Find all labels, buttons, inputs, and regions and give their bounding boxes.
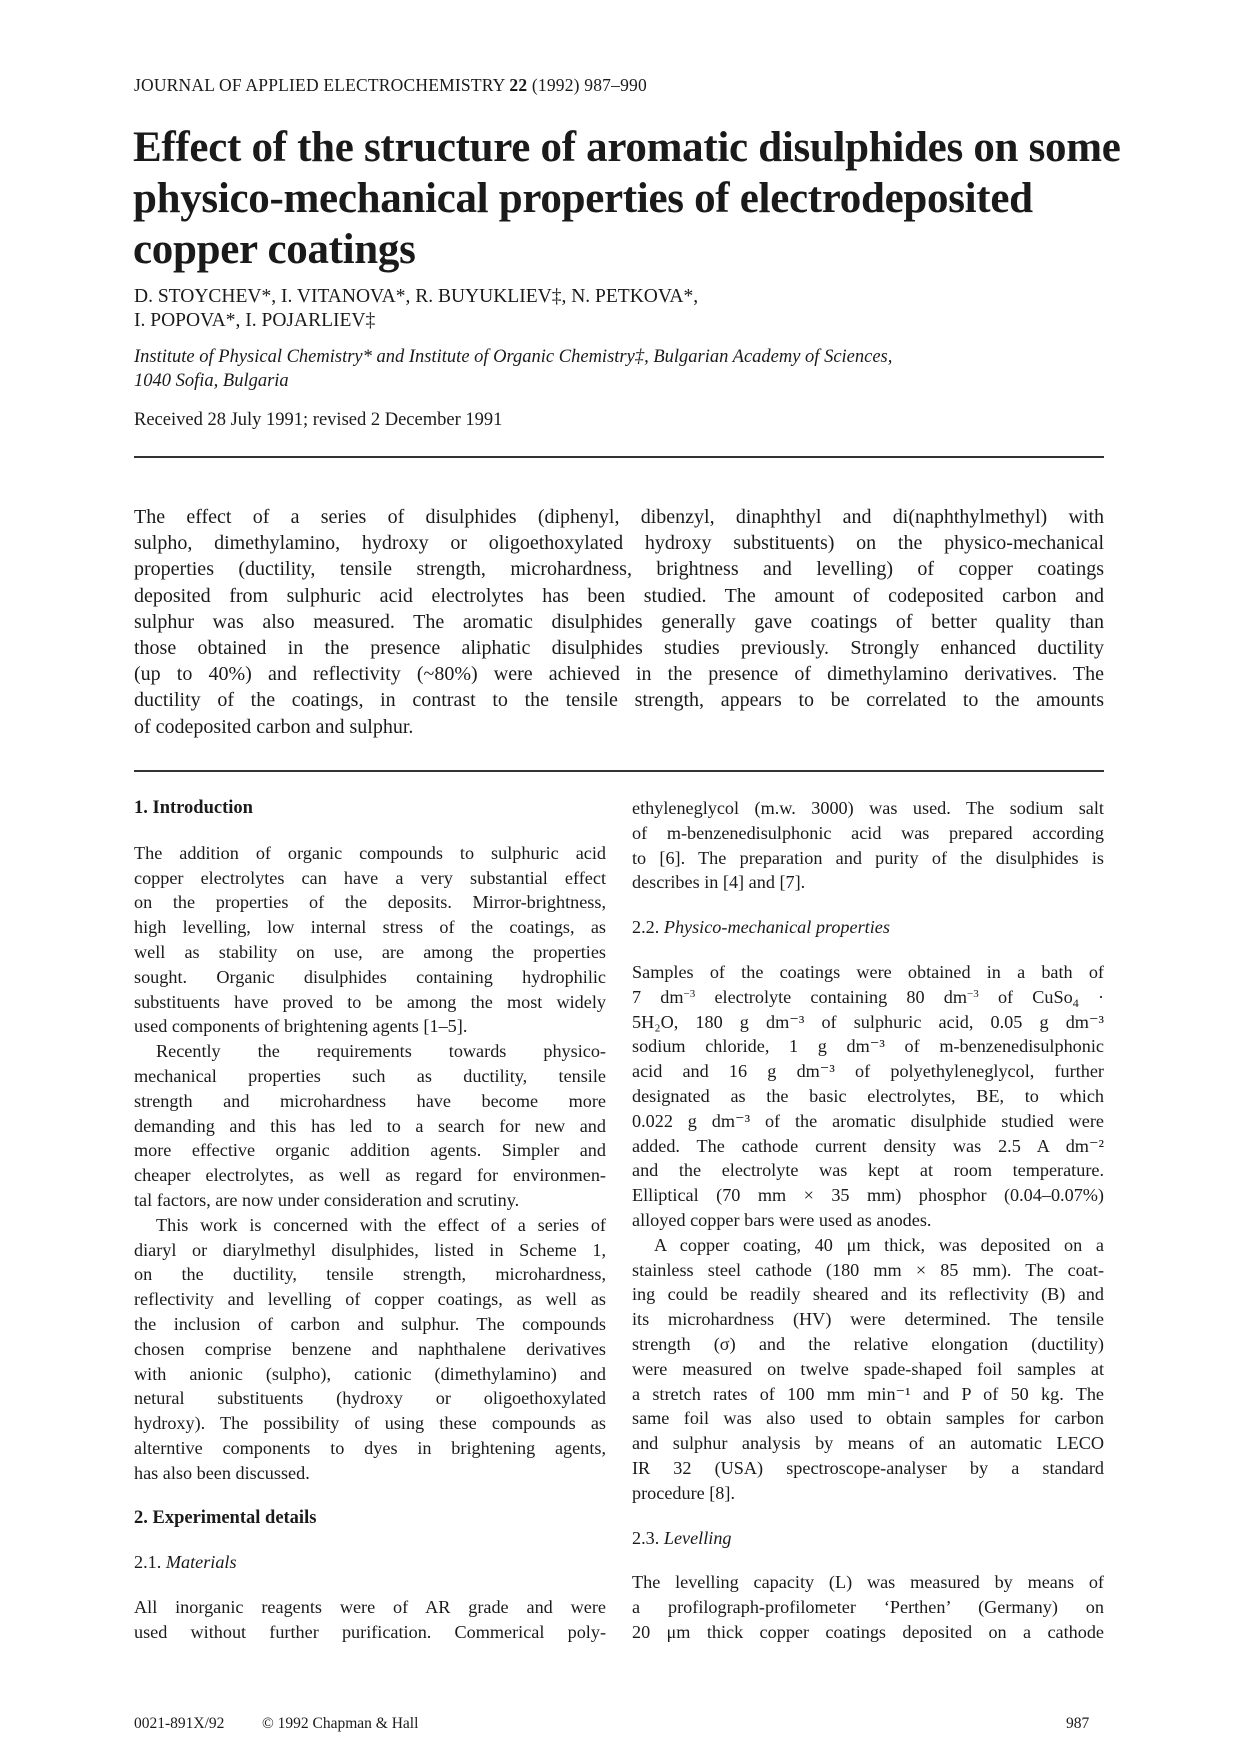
abstract-line: The effect of a series of disulphides (diphenyl, dibenzyl, dinaphthyl and di(naphthylmethyl) with bbox=[134, 506, 1104, 528]
text-line: hydroxy). The possibility of using these compounds as bbox=[134, 1413, 606, 1434]
text-line: ethyleneglycol (m.w. 3000) was used. The sodium salt bbox=[632, 798, 1104, 818]
text-line: Recently the requirements towards physico- bbox=[156, 1041, 606, 1062]
text-line: added. The cathode current density was 2.5 A dm⁻² bbox=[632, 1135, 1104, 1156]
subsection-number: 2.3. bbox=[632, 1527, 664, 1548]
text-line: and the electrolyte was kept at room temperature. bbox=[632, 1160, 1104, 1181]
text-line bbox=[632, 985, 1104, 1010]
subsection-title: Levelling bbox=[663, 1527, 732, 1548]
text-line: the inclusion of carbon and sulphur. The compounds bbox=[134, 1313, 606, 1334]
text-line: well as stability on use, are among the properties bbox=[134, 941, 606, 962]
intro-paragraph-1 bbox=[134, 841, 606, 1039]
abstract-line: (up to 40%) and reflectivity (~80%) were achieved in the presence of dimethylamino derivatives. The bbox=[134, 663, 1104, 686]
text-line: on the properties of the deposits. Mirror-brightness, bbox=[134, 892, 606, 913]
text-line: its microhardness (HV) were determined. The tensile bbox=[632, 1309, 1104, 1330]
text-line: of m-benzenedisulphonic acid was prepared according bbox=[632, 822, 1104, 843]
author-line: D. STOYCHEV*, I. VITANOVA*, R. BUYUKLIEV‡, N. PETKOVA*, bbox=[134, 286, 699, 307]
text-line: 20 μm thick copper coatings deposited on a cathode bbox=[632, 1621, 1104, 1642]
title-line: Effect of the structure of aromatic disulphides on some bbox=[133, 124, 1121, 171]
text-line: acid and 16 g dm⁻³ of polyethyleneglycol, further bbox=[632, 1061, 1104, 1082]
abstract-line: those obtained in the presence aliphatic disulphides studies previously. Strongly enhanced ductility bbox=[134, 637, 1104, 660]
physico-mechanical-paragraph-1 bbox=[632, 960, 1104, 1233]
text-line: demanding and this has led to a search for new and bbox=[134, 1115, 606, 1136]
levelling-paragraph bbox=[632, 1570, 1104, 1644]
text-line: The addition of organic compounds to sulphuric acid bbox=[134, 842, 606, 863]
abstract-bottom-rule bbox=[134, 770, 1104, 772]
text-line: netural substituents (hydroxy or oligoethoxylated bbox=[134, 1388, 606, 1409]
subsection-heading-materials bbox=[134, 1550, 606, 1575]
text-line: This work is concerned with the effect of a series of bbox=[156, 1214, 606, 1235]
subsection-heading-levelling bbox=[632, 1526, 1104, 1551]
text-line: substituents have proved to be among the most widely bbox=[134, 991, 606, 1012]
text-line: a profilograph-profilometer ‘Perthen’ (Germany) on bbox=[632, 1597, 1104, 1618]
abstract-line: sulpho, dimethylamino, hydroxy or oligoethoxylated hydroxy substituents) on the physico-mechanical bbox=[134, 532, 1104, 555]
physico-mechanical-paragraph-2 bbox=[632, 1233, 1104, 1506]
received-dates: Received 28 July 1991; revised 2 December 1991 bbox=[134, 410, 503, 430]
text-line: 5H₂O, 180 g dm⁻³ of sulphuric acid, 0.05 g dm⁻³ bbox=[632, 1011, 1104, 1032]
text-line: on the ductility, tensile strength, microhardness, bbox=[134, 1264, 606, 1285]
text-line: chosen comprise benzene and naphthalene derivatives bbox=[134, 1338, 606, 1359]
text-line: sodium chloride, 1 g dm⁻³ of m-benzenedisulphonic bbox=[632, 1036, 1104, 1057]
article-title bbox=[133, 122, 1133, 275]
text-line: sought. Organic disulphides containing hydrophilic bbox=[134, 966, 606, 987]
text-line: A copper coating, 40 μm thick, was deposited on a bbox=[654, 1234, 1104, 1255]
subsection-number: 2.1. bbox=[134, 1552, 166, 1573]
text-line: used without further purification. Commerical poly- bbox=[134, 1621, 606, 1642]
right-column bbox=[632, 796, 1104, 1645]
author-line: I. POPOVA*, I. POJARLIEV‡ bbox=[134, 310, 376, 331]
footer-issn: 0021-891X/92 bbox=[134, 1715, 225, 1732]
intro-paragraph-3 bbox=[134, 1213, 606, 1486]
affiliation bbox=[134, 345, 892, 393]
text-line: same foil was also used to obtain samples for carbon bbox=[632, 1408, 1104, 1429]
abstract-line: deposited from sulphuric acid electrolytes has been studied. The amount of codeposited carbon and bbox=[134, 584, 1104, 607]
text-line: and sulphur analysis by means of an automatic LECO bbox=[632, 1433, 1104, 1454]
page-number: 987 bbox=[1066, 1715, 1090, 1732]
journal-volume: 22 bbox=[509, 75, 528, 95]
text-line: cheaper electrolytes, as well as regard for environmen- bbox=[134, 1165, 606, 1186]
text-line: strength and microhardness have become more bbox=[134, 1090, 606, 1111]
text-line: describes in [4] and [7]. bbox=[632, 872, 806, 893]
text-line: tal factors, are now under consideration and scrutiny. bbox=[134, 1189, 520, 1210]
text-line: alloyed copper bars were used as anodes. bbox=[632, 1209, 932, 1230]
text-line: copper electrolytes can have a very substantial effect bbox=[134, 867, 606, 888]
subscript: 4 bbox=[1072, 995, 1079, 1010]
text-line: with anionic (sulpho), cationic (dimethylamino) and bbox=[134, 1363, 606, 1384]
text-line: All inorganic reagents were of AR grade and were bbox=[134, 1597, 606, 1618]
text-line: strength (σ) and the relative elongation (ductility) bbox=[632, 1333, 1104, 1354]
text-line: high levelling, low internal stress of the coatings, as bbox=[134, 917, 606, 938]
text-line: a stretch rates of 100 mm min⁻¹ and P of 50 kg. The bbox=[632, 1383, 1104, 1404]
footer-copyright: © 1992 Chapman & Hall bbox=[262, 1715, 419, 1732]
text-fragment: of CuSo bbox=[978, 986, 1073, 1007]
text-line: more effective organic addition agents. Simpler and bbox=[134, 1140, 606, 1161]
abstract-line: ductility of the coatings, in contrast to the tensile strength, appears to be correlated to the amounts bbox=[134, 689, 1104, 712]
section-heading-experimental: 2. Experimental details bbox=[134, 1507, 317, 1528]
text-line: were measured on twelve spade-shaped foil samples at bbox=[632, 1358, 1104, 1379]
text-line: The levelling capacity (L) was measured by means of bbox=[632, 1572, 1104, 1593]
text-line: to [6]. The preparation and purity of the disulphides is bbox=[632, 847, 1104, 868]
text-line: used components of brightening agents [1–5]. bbox=[134, 1016, 468, 1037]
text-line: stainless steel cathode (180 mm × 85 mm). The coat- bbox=[632, 1259, 1104, 1280]
title-line: copper coatings bbox=[133, 226, 416, 273]
superscript: −3 bbox=[967, 987, 979, 1000]
subsection-title: Materials bbox=[165, 1552, 237, 1573]
text-line: Elliptical (70 mm × 35 mm) phosphor (0.04–0.07%) bbox=[632, 1185, 1104, 1206]
text-line: procedure [8]. bbox=[632, 1482, 736, 1503]
text-line: alterntive components to dyes in brightening agents, bbox=[134, 1437, 606, 1458]
materials-continued bbox=[632, 796, 1104, 895]
subsection-number: 2.2. bbox=[632, 917, 664, 938]
abstract-line: of codeposited carbon and sulphur. bbox=[134, 715, 414, 738]
abstract-line: properties (ductility, tensile strength, microhardness, brightness and levelling) of copper coatings bbox=[134, 558, 1104, 581]
materials-paragraph bbox=[134, 1595, 606, 1645]
text-line: designated as the basic electrolytes, BE, to which bbox=[632, 1085, 1104, 1106]
text-line: mechanical properties such as ductility, tensile bbox=[134, 1065, 606, 1086]
title-line: physico-mechanical properties of electrodeposited bbox=[133, 175, 1033, 222]
journal-prefix: JOURNAL OF APPLIED ELECTROCHEMISTRY bbox=[134, 75, 510, 95]
abstract-top-rule bbox=[134, 456, 1104, 458]
superscript: −3 bbox=[683, 987, 696, 1000]
abstract bbox=[134, 504, 1104, 740]
subsection-heading-physico-mechanical bbox=[632, 915, 1104, 940]
intro-paragraph-2 bbox=[134, 1039, 606, 1213]
journal-suffix: (1992) 987–990 bbox=[527, 75, 647, 95]
subsection-title: Physico-mechanical properties bbox=[663, 917, 890, 938]
left-column bbox=[134, 796, 606, 1645]
text-fragment: electrolyte containing 80 dm bbox=[695, 986, 968, 1007]
affiliation-line: Institute of Physical Chemistry* and Institute of Organic Chemistry‡, Bulgarian Academy of Sciences, bbox=[134, 347, 893, 367]
text-fragment: · bbox=[1078, 986, 1104, 1007]
text-line: diaryl or diarylmethyl disulphides, listed in Scheme 1, bbox=[134, 1239, 606, 1260]
text-fragment: 7 dm bbox=[632, 986, 684, 1007]
text-line: IR 32 (USA) spectroscope-analyser by a standard bbox=[632, 1457, 1104, 1478]
text-line: has also been discussed. bbox=[134, 1462, 310, 1483]
text-line: Samples of the coatings were obtained in a bath of bbox=[632, 961, 1104, 982]
journal-header bbox=[134, 75, 647, 96]
author-list bbox=[134, 285, 698, 333]
abstract-line: sulphur was also measured. The aromatic disulphides generally gave coatings of better quality than bbox=[134, 610, 1104, 633]
text-line: 0.022 g dm⁻³ of the aromatic disulphide studied were bbox=[632, 1110, 1104, 1131]
affiliation-line: 1040 Sofia, Bulgaria bbox=[134, 371, 289, 391]
text-line: reflectivity and levelling of copper coatings, as well as bbox=[134, 1289, 606, 1310]
text-line: ing could be readily sheared and its reflectivity (B) and bbox=[632, 1284, 1104, 1305]
section-heading-introduction: 1. Introduction bbox=[134, 798, 253, 818]
